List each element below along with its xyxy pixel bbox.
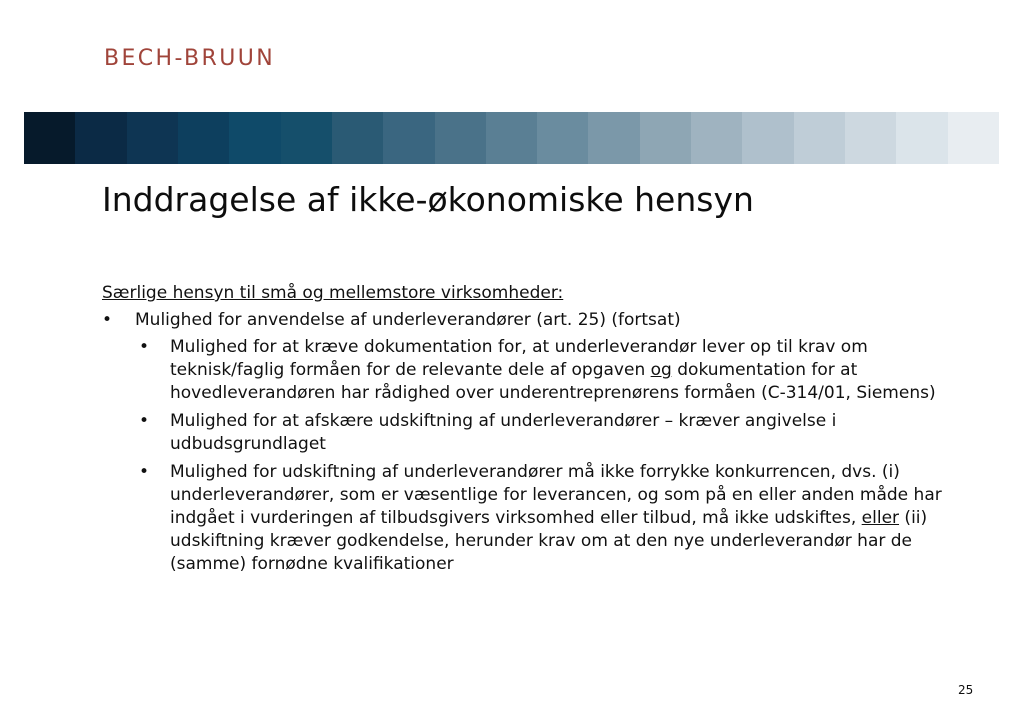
band-segment — [486, 112, 537, 164]
page-number: 25 — [958, 683, 974, 697]
bullet-text: Mulighed for anvendelse af underleverandører (art. 25) (fortsat) — [135, 310, 681, 330]
band-segment — [127, 112, 178, 164]
underlined-word: og — [650, 360, 672, 380]
bullet-icon: • — [139, 462, 150, 482]
band-segment — [178, 112, 229, 164]
band-segment — [281, 112, 332, 164]
band-segment — [229, 112, 280, 164]
band-segment — [435, 112, 486, 164]
bullet-icon: • — [139, 411, 150, 431]
band-segment — [896, 112, 947, 164]
bullet-icon: • — [139, 337, 150, 357]
band-segment — [332, 112, 383, 164]
bullet-icon: • — [102, 310, 113, 330]
underlined-word: eller — [861, 508, 900, 528]
slide-content — [102, 282, 942, 581]
slide-title: Inddragelse af ikke-økonomiske hensyn — [102, 180, 754, 219]
band-segment — [24, 112, 75, 164]
band-segment — [640, 112, 691, 164]
band-segment — [742, 112, 793, 164]
color-gradient-band — [24, 112, 999, 164]
band-segment — [383, 112, 434, 164]
bullet-item-level2 — [102, 336, 942, 405]
band-segment — [537, 112, 588, 164]
company-logo: BECH-BRUUN — [104, 46, 276, 71]
bullet-text: Mulighed for udskiftning af underleverandører må ikke forrykke konkurrencen, dvs. (i) underleverandører, som er væsentlige for leverancen, og som på en eller anden måde har indgået i vurderingen af tilbudsgivers virksomhed eller tilbud, må ikke udskiftes, eller (ii) udskiftning kræver godkendelse, herunder krav om at den nye underleverandør har de (samme) fornødne kvalifikationer — [170, 462, 942, 574]
band-segment — [691, 112, 742, 164]
section-heading: Særlige hensyn til små og mellemstore virksomheder: — [102, 283, 564, 303]
band-segment — [75, 112, 126, 164]
bullet-text: Mulighed for at afskære udskiftning af underleverandører – kræver angivelse i udbudsgrundlaget — [170, 411, 837, 454]
bullet-item-level2 — [102, 461, 942, 576]
bullet-item-level2 — [102, 410, 942, 456]
bullet-text: Mulighed for at kræve dokumentation for, at underleverandør lever op til krav om teknisk/faglig formåen for de relevante dele af opgaven og dokumentation for at hovedleverandøren har rådighed over underentreprenørens formåen (C-314/01, Siemens) — [170, 337, 936, 403]
band-segment — [588, 112, 639, 164]
band-segment — [794, 112, 845, 164]
band-segment — [845, 112, 896, 164]
band-segment — [948, 112, 999, 164]
bullet-item-level1 — [102, 309, 942, 332]
